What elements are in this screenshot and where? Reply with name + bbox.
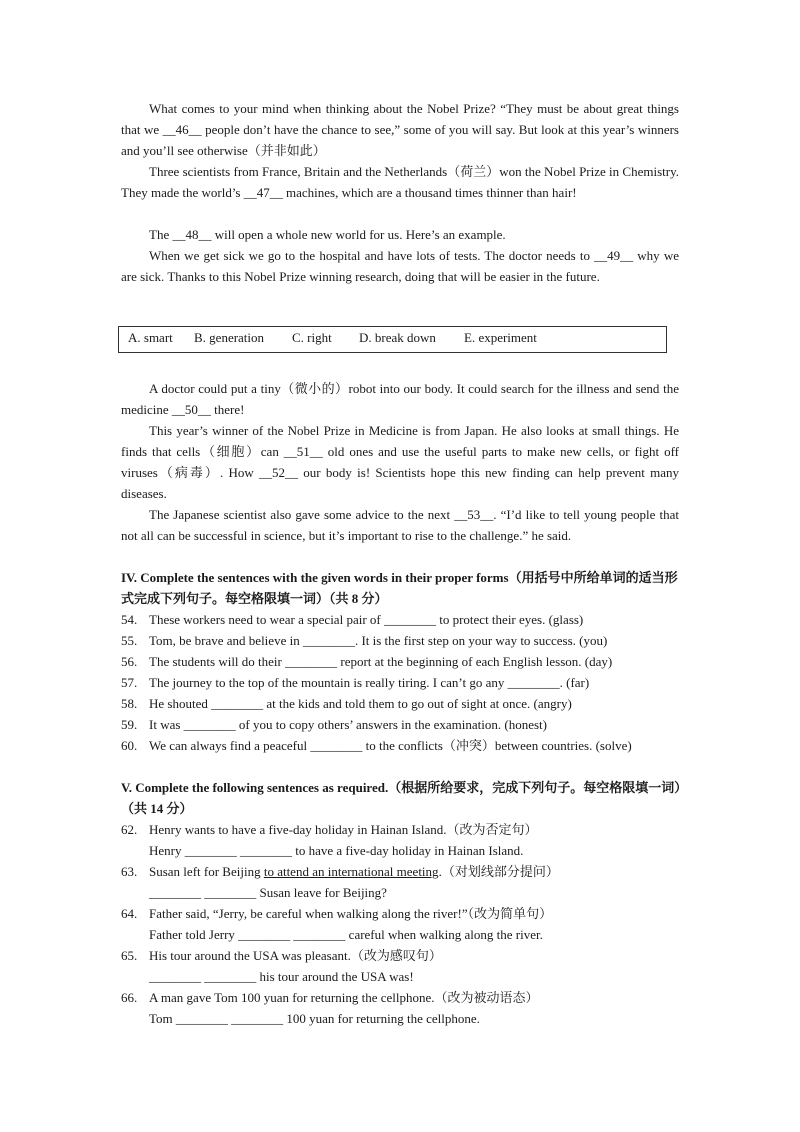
question-63	[121, 861, 691, 882]
passage-paragraph-1: What comes to your mind when thinking about the Nobel Prize? “They must be about great things that we __46__ people don’t have the chance to see,” some of you will say. But look at this year’s winners and you’ll see otherwise（并非如此）	[121, 101, 679, 158]
question-number: 55.	[121, 633, 138, 648]
question-64	[121, 903, 691, 924]
underlined-phrase: to attend an international meeting	[263, 864, 439, 879]
question-number: 59.	[121, 717, 138, 732]
question-54	[121, 609, 691, 630]
question-number: 63.	[121, 864, 138, 879]
question-text: These workers need to wear a special pair of ________ to protect their eyes. (glass)	[149, 612, 584, 627]
question-text: The students will do their ________ report at the beginning of each English lesson. (day)	[149, 654, 613, 669]
section-4-title: IV. Complete the sentences with the given words in their proper forms（用括号中所给单词的适当形式完成下列句子。每空格限填一词）（共 8 分）	[121, 570, 678, 606]
question-number: 56.	[121, 654, 138, 669]
question-number: 62.	[121, 822, 138, 837]
answer-line-62: Henry ________ ________ to have a five-day holiday in Hainan Island.	[149, 843, 524, 858]
question-number: 58.	[121, 696, 138, 711]
passage-paragraph-7: The Japanese scientist also gave some advice to the next __53__. “I’d like to tell young people that not all can be successful in science, but it’s important to rise to the challenge.” he said.	[121, 507, 679, 543]
question-text: It was ________ of you to copy others’ answers in the examination. (honest)	[149, 717, 547, 732]
option-c: C. right	[292, 330, 332, 345]
question-66	[121, 987, 691, 1008]
question-number: 60.	[121, 738, 138, 753]
passage-paragraph-4: When we get sick we go to the hospital and have lots of tests. The doctor needs to __49__ why we are sick. Thanks to this Nobel Prize winning research, doing that will be easier in the future.	[121, 248, 679, 284]
answer-line-64: Father told Jerry ________ ________ careful when walking along the river.	[149, 927, 543, 942]
question-55	[121, 630, 691, 651]
answer-line-66: Tom ________ ________ 100 yuan for returning the cellphone.	[149, 1011, 480, 1026]
question-text: Henry wants to have a five-day holiday in Hainan Island.（改为否定句）	[149, 822, 538, 837]
question-56	[121, 651, 691, 672]
option-d: D. break down	[359, 330, 436, 345]
question-62	[121, 819, 691, 840]
word-options-box	[118, 326, 667, 353]
question-text: Tom, be brave and believe in ________. It is the first step on your way to success. (you)	[149, 633, 608, 648]
answer-line-63: ________ ________ Susan leave for Beijing?	[149, 885, 387, 900]
question-text: A man gave Tom 100 yuan for returning the cellphone.（改为被动语态）	[149, 990, 539, 1005]
question-58	[121, 693, 691, 714]
question-65	[121, 945, 691, 966]
question-text: Father said, “Jerry, be careful when walking along the river!”（改为简单句）	[149, 906, 553, 921]
question-text: We can always find a peaceful ________ to the conflicts（冲突）between countries. (solve)	[149, 738, 632, 753]
question-text-after: .（对划线部分提问）	[438, 864, 559, 879]
passage-paragraph-5: A doctor could put a tiny（微小的）robot into our body. It could search for the illness and send the medicine __50__ there!	[121, 381, 679, 417]
question-text: His tour around the USA was pleasant.（改为感叹句）	[149, 948, 442, 963]
passage-paragraph-6: This year’s winner of the Nobel Prize in Medicine is from Japan. He also looks at small things. He finds that cells（细胞）can __51__ old ones and use the useful parts to make new cells, or fight off viruses（病毒）. How __52__ our body is! Scientists hope this new finding can help prevent many diseases.	[121, 423, 679, 501]
question-57	[121, 672, 691, 693]
question-number: 57.	[121, 675, 138, 690]
answer-line-65: ________ ________ his tour around the USA was!	[149, 969, 414, 984]
question-number: 54.	[121, 612, 138, 627]
question-number: 64.	[121, 906, 138, 921]
passage-paragraph-3: The __48__ will open a whole new world for us. Here’s an example.	[149, 227, 506, 242]
question-60	[121, 735, 691, 756]
question-text: He shouted ________ at the kids and told them to go out of sight at once. (angry)	[149, 696, 572, 711]
question-text: The journey to the top of the mountain is really tiring. I can’t go any ________. (far)	[149, 675, 590, 690]
question-text-before: Susan left for Beijing	[149, 864, 264, 879]
question-59	[121, 714, 691, 735]
option-b: B. generation	[194, 330, 265, 345]
question-number: 66.	[121, 990, 138, 1005]
passage-paragraph-2: Three scientists from France, Britain and the Netherlands（荷兰）won the Nobel Prize in Chemistry. They made the world’s __47__ machines, which are a thousand times thinner than hair!	[121, 164, 679, 200]
section-5-title: V. Complete the following sentences as required.（根据所给要求，完成下列句子。每空格限填一词）（共 14 分）	[121, 780, 681, 816]
option-a: A. smart	[128, 330, 173, 345]
question-number: 65.	[121, 948, 138, 963]
option-e: E. experiment	[464, 330, 537, 345]
